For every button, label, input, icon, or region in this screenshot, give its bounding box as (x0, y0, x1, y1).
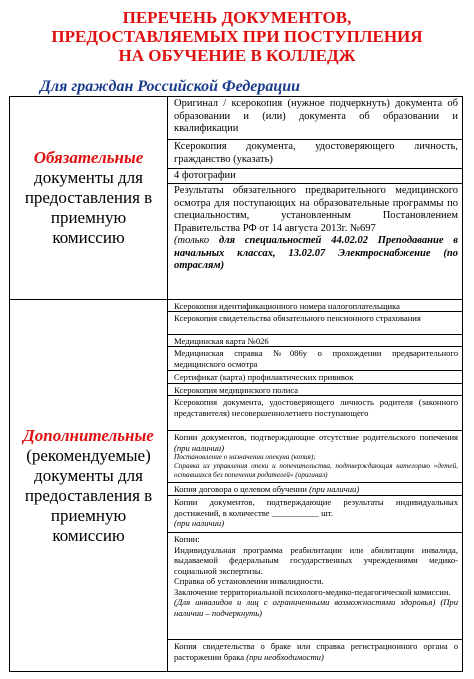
disability-program: Индивидуальная программа реабилитации или абилитации инвалида, выдаваемой федеральным государственных учреждениями медико-социальной экспертизы. (174, 544, 458, 576)
required-item-education: Оригинал / ксерокопия (нужное подчеркнуть) документа об образовании и (или) документа об образовании и квалификации (168, 97, 462, 140)
orphan-sub-2: Справка из управления опеки и попечительства, подтверждающая категорию «детей, оставшихся без попечения родителей» (оригинал) (174, 462, 458, 479)
achievements-note: (при наличии) (174, 518, 225, 528)
marriage-text: Копия свидетельства о браке или справка регистрационного органа о расторжении брака (174, 641, 458, 662)
recommended-label-line-5: приемную (50, 505, 127, 525)
required-label-line-3: предоставления в (24, 188, 153, 207)
disability-conclusion: Заключение территориальной психолого-медико-педагогической комиссии. (174, 586, 451, 597)
required-label-line-4: приемную (50, 208, 127, 227)
required-item-photos: 4 фотографии (168, 169, 462, 184)
recommended-label-line-6: комиссию (52, 525, 125, 545)
note-specialties: для специальностей 44.02.02 Преподавание в начальных классах, 13.02.07 Электроснабжение (по отраслям) (174, 235, 458, 271)
required-medical-text: Результаты обязательного предварительного медицинского осмотра для поступающих на образовательные программы по специальностям, установленным Постановлением Правительства РФ от 14 августа 2013г. №697 (174, 185, 458, 234)
rec-item-medcard: Медицинская карта №026 (168, 335, 462, 347)
title-line-3: НА ОБУЧЕНИЕ В КОЛЛЕДЖ (118, 46, 356, 65)
recommended-label-line-4: предоставления в (24, 485, 153, 505)
page-title (0, 8, 474, 65)
title-line-2: ПРЕДОСТАВЛЯЕМЫХ ПРИ ПОСТУПЛЕНИЯ (51, 27, 423, 46)
recommended-label-cell (10, 300, 168, 671)
rec-item-orphan (168, 431, 462, 483)
recommended-items (168, 300, 462, 671)
note-prefix: (только (174, 235, 220, 246)
required-label-line-5: комиссию (52, 228, 125, 247)
required-label: Обязательные (33, 148, 144, 167)
required-label-cell (10, 97, 168, 299)
contract-note: (при наличии) (309, 484, 360, 494)
rec-item-contract (168, 483, 462, 496)
rec-item-vaccination: Сертификат (карта) профилактических прививок (168, 371, 462, 384)
orphan-note: (при наличии) (174, 442, 225, 453)
recommended-label-line-3: документы для (34, 465, 143, 485)
rec-item-parent-id: Ксерокопия документа, удостоверяющего личность родителя (законного представителя) несовершеннолетнего поступающего (168, 396, 462, 431)
recommended-label: Дополнительные (23, 425, 154, 445)
page-subtitle: Для граждан Российской Федерации (40, 78, 301, 95)
required-item-identity: Ксерокопия документа, удостоверяющего личность, гражданство (указать) (168, 140, 462, 169)
recommended-label-line-2: (рекомендуемые) (26, 445, 151, 465)
required-item-medical (168, 184, 462, 300)
documents-table (9, 96, 463, 672)
marriage-note: (при необходимости) (246, 651, 324, 662)
achievements-text: Копии документов, подтверждающие результаты индивидуальных достижений, в количестве ___________ шт. (174, 497, 458, 518)
rec-item-disability (168, 533, 462, 640)
rec-item-inn: Ксерокопия идентификационного номера налогоплательщика (168, 300, 462, 312)
recommended-section (10, 300, 462, 671)
rec-item-med086: Медицинская справка №086у о прохождении предварительного медицинского осмотра (168, 347, 462, 371)
rec-item-achievements (168, 496, 462, 533)
required-medical-note (174, 235, 458, 273)
required-items (168, 97, 462, 299)
disability-note: (Для инвалидов и лиц с ограниченными возможностями здоровья) (При наличии – подчеркнуть) (174, 597, 458, 618)
orphan-sub-1: Постановление о назначении опекуна (копия); (174, 453, 316, 461)
orphan-main: Копии документов, подтверждающие отсутствие родительского попечения (174, 432, 458, 442)
disability-head: Копии: (174, 534, 200, 544)
disability-certificate: Справка об установлении инвалидности. (174, 576, 324, 586)
required-section (10, 97, 462, 300)
contract-text: Копия договора о целевом обучении (174, 484, 307, 494)
required-label-line-2: документы для (34, 168, 143, 187)
rec-item-marriage (168, 640, 462, 671)
rec-item-snils: Ксерокопия свидетельства обязательного пенсионного страхования (168, 312, 462, 335)
rec-item-policy: Ксерокопия медицинского полиса (168, 384, 462, 396)
title-line-1: ПЕРЕЧЕНЬ ДОКУМЕНТОВ, (122, 8, 352, 27)
